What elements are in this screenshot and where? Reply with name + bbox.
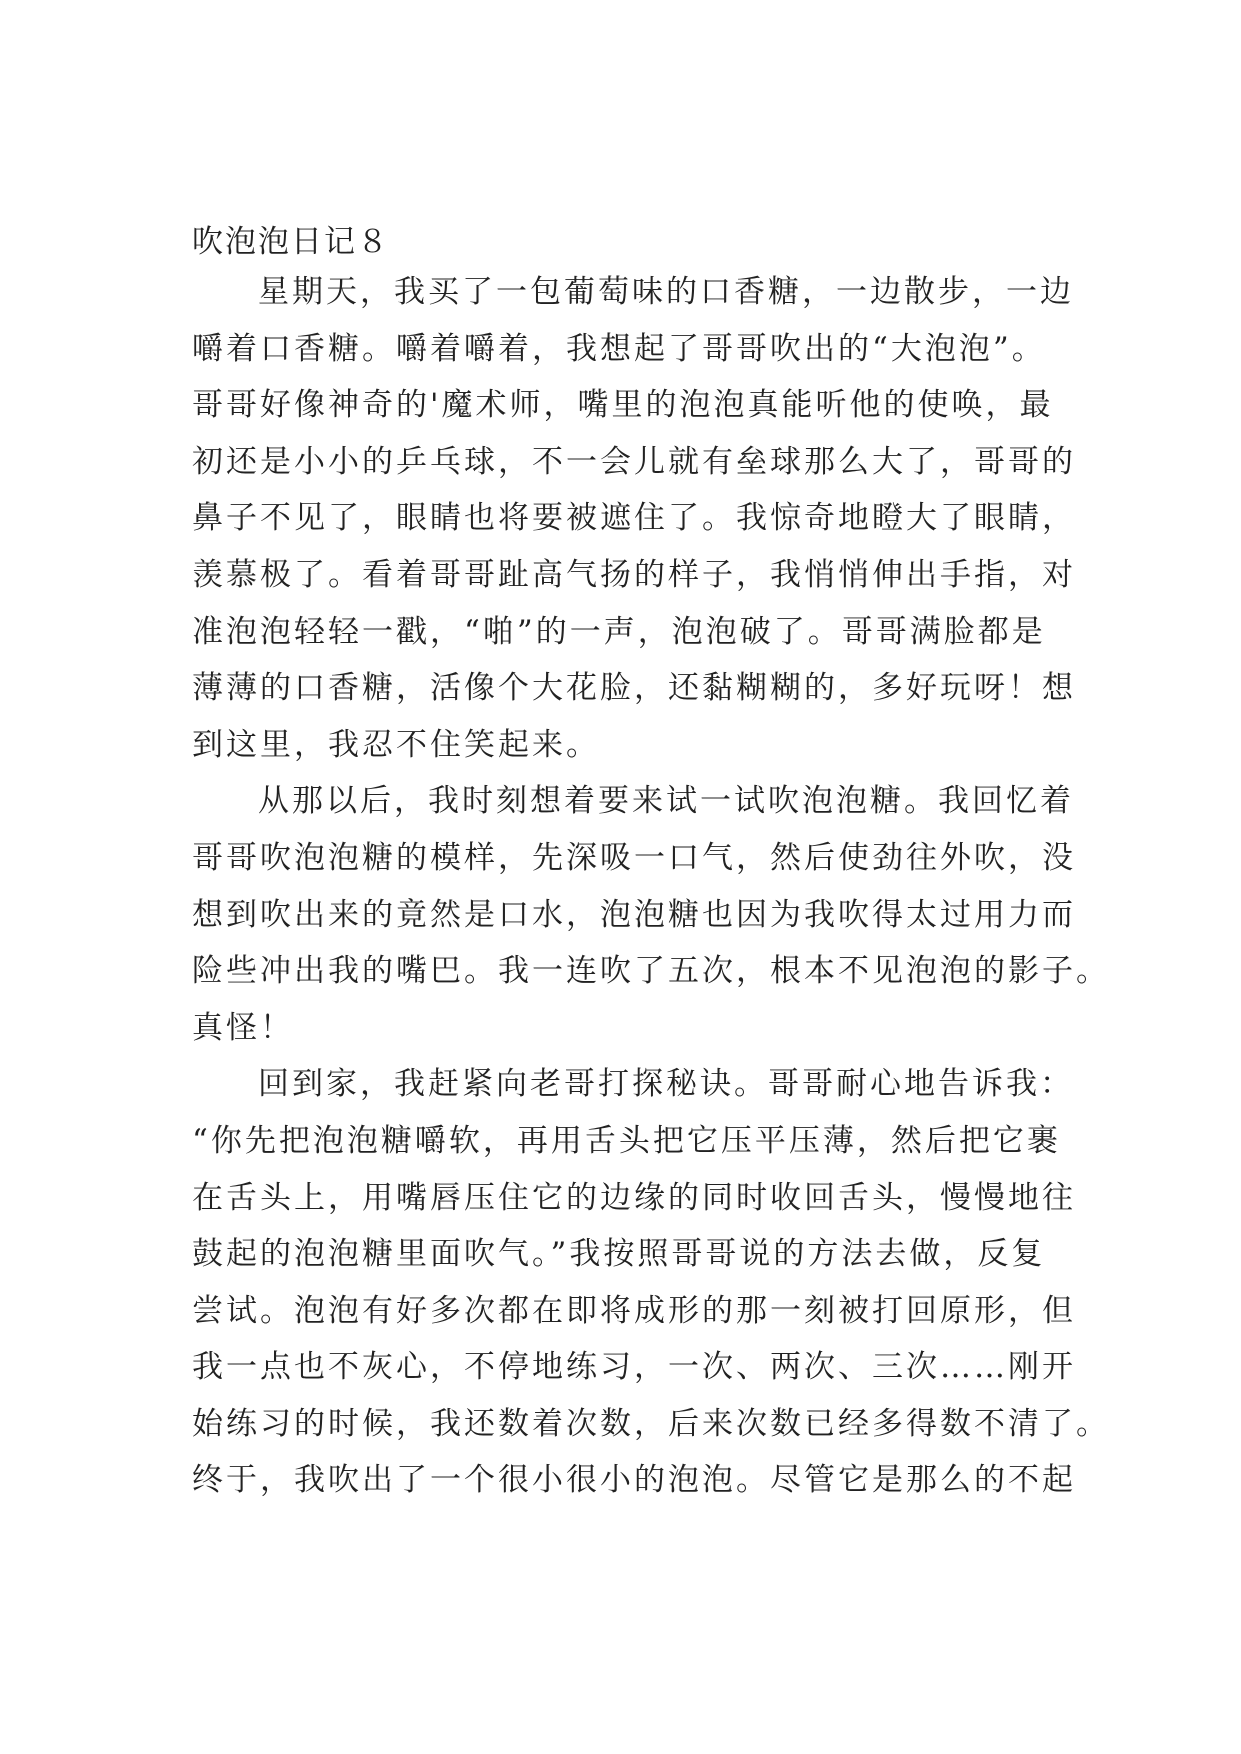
text-line: 想到吹出来的竟然是口水，泡泡糖也因为我吹得太过用力而 [192, 896, 1076, 933]
text-line: 到这里，我忍不住笑起来。 [192, 726, 600, 763]
text-line: 鼓起的泡泡糖里面吹气。”我按照哥哥说的方法去做，反复 [192, 1236, 1046, 1273]
text-line: 真怪！ [192, 1009, 294, 1046]
text-line: 准泡泡轻轻一戳，“啪”的一声，泡泡破了。哥哥满脸都是 [192, 613, 1046, 650]
text-line: 哥哥好像神奇的'魔术师，嘴里的泡泡真能听他的使唤，最 [192, 387, 1054, 424]
text-line: 尝试。泡泡有好多次都在即将成形的那一刻被打回原形，但 [192, 1292, 1076, 1329]
text-line: 从那以后，我时刻想着要来试一试吹泡泡糖。我回忆着 [258, 783, 1074, 820]
text-line: 嚼着口香糖。嚼着嚼着，我想起了哥哥吹出的“大泡泡”。 [192, 330, 1046, 367]
text-line: 险些冲出我的嘴巴。我一连吹了五次，根本不见泡泡的影子。 [192, 953, 1110, 990]
document-title: 吹泡泡日记８ [192, 224, 390, 260]
text-line: 薄薄的口香糖，活像个大花脸，还黏糊糊的，多好玩呀！想 [192, 670, 1076, 707]
text-line: “你先把泡泡糖嚼软，再用舌头把它压平压薄，然后把它裹 [192, 1122, 1061, 1159]
text-line: 羡慕极了。看着哥哥趾高气扬的样子，我悄悄伸出手指，对 [192, 556, 1076, 593]
text-line: 我一点也不灰心，不停地练习，一次、两次、三次……刚开 [192, 1349, 1076, 1386]
document-body [192, 264, 1110, 1509]
text-line: 鼻子不见了，眼睛也将要被遮住了。我惊奇地瞪大了眼睛， [192, 500, 1076, 537]
text-line: 初还是小小的乒乓球，不一会儿就有垒球那么大了，哥哥的 [192, 443, 1076, 480]
text-line: 在舌头上，用嘴唇压住它的边缘的同时收回舌头，慢慢地往 [192, 1179, 1076, 1216]
text-line: 始练习的时候，我还数着次数，后来次数已经多得数不清了。 [192, 1405, 1110, 1442]
text-line: 终于，我吹出了一个很小很小的泡泡。尽管它是那么的不起 [192, 1462, 1076, 1499]
text-line: 哥哥吹泡泡糖的模样，先深吸一口气，然后使劲往外吹，没 [192, 839, 1076, 876]
text-line: 回到家，我赶紧向老哥打探秘诀。哥哥耐心地告诉我： [258, 1066, 1074, 1103]
text-line: 星期天，我买了一包葡萄味的口香糖，一边散步，一边 [258, 274, 1074, 310]
